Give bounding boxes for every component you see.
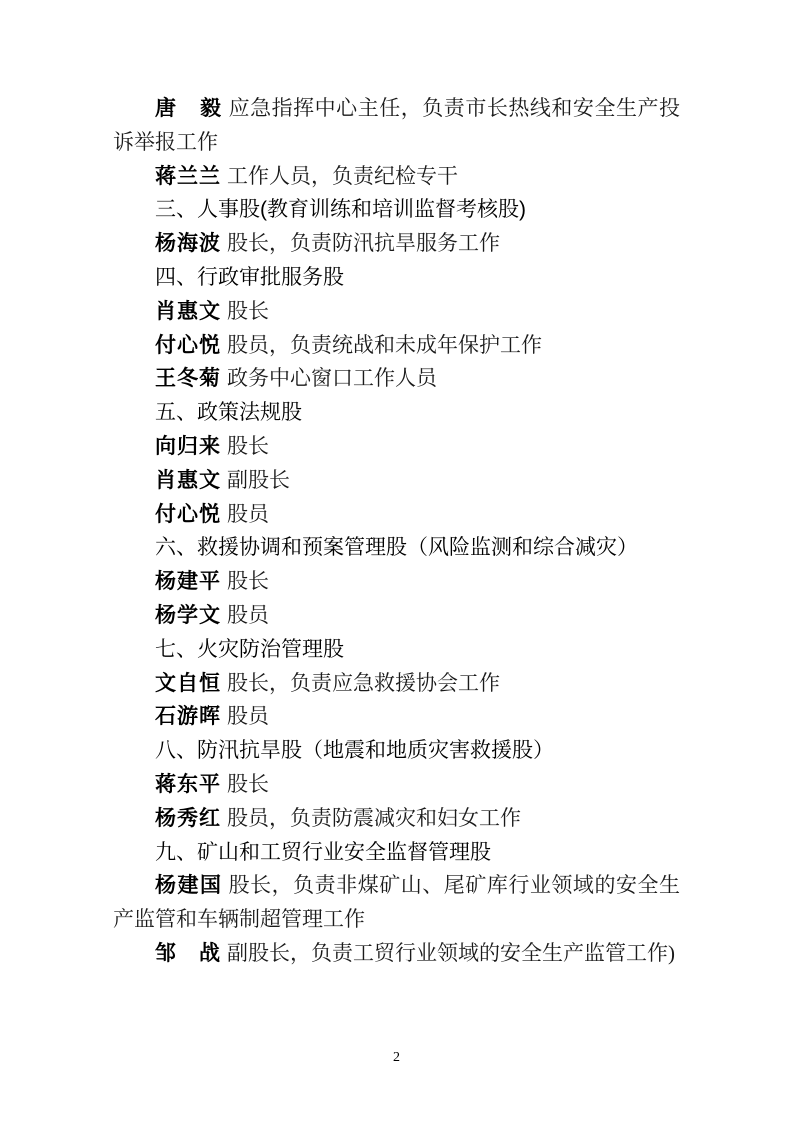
person-role: 副股长	[227, 467, 290, 492]
person-role: 工作人员，负责纪检专干	[227, 163, 458, 188]
personnel-entry	[113, 937, 680, 971]
personnel-entry	[113, 700, 680, 734]
person-name: 蒋兰兰	[155, 163, 221, 188]
person-name: 杨海波	[155, 231, 221, 256]
personnel-entry	[113, 768, 680, 802]
person-role: 股长，负责防汛抗旱服务工作	[227, 231, 500, 256]
person-role: 应急指挥中心主任，负责市长热线和安全生产投诉举报工作	[113, 96, 681, 154]
person-name: 文自恒	[155, 670, 221, 695]
person-name: 王冬菊	[155, 366, 221, 391]
person-role: 股长，负责非煤矿山、尾矿库行业领域的安全生产监管和车辆制超管理工作	[113, 873, 681, 932]
personnel-entry	[113, 498, 680, 532]
section-heading: 八、防汛抗旱股（地震和地质灾害救援股）	[155, 739, 554, 763]
section-heading: 四、行政审批服务股	[155, 265, 344, 289]
person-name: 杨建国	[155, 873, 223, 898]
personnel-entry	[113, 362, 680, 396]
section-heading: 六、救援协调和预案管理股（风险监测和综合减灾）	[155, 536, 638, 560]
person-role: 股员	[227, 501, 269, 526]
person-name: 杨秀红	[155, 805, 221, 830]
person-name: 付心悦	[155, 501, 221, 526]
section-heading: 九、矿山和工贸行业安全监督管理股	[155, 840, 491, 864]
person-role: 政务中心窗口工作人员	[227, 366, 437, 391]
person-name: 杨学文	[155, 602, 221, 627]
personnel-entry	[113, 329, 680, 363]
person-name: 邹 战	[155, 940, 221, 965]
person-role: 股员	[227, 704, 269, 729]
person-name: 付心悦	[155, 332, 221, 357]
page-number: 2	[393, 1050, 400, 1065]
section-heading: 五、政策法规股	[155, 401, 302, 425]
personnel-entry	[113, 802, 680, 836]
section-heading: 三、人事股(教育训练和培训监督考核股)	[155, 198, 526, 222]
page-footer	[0, 1048, 793, 1066]
person-role: 股员	[227, 602, 269, 627]
personnel-entry	[113, 295, 680, 329]
personnel-entry	[113, 92, 680, 160]
person-role: 股长	[227, 433, 269, 458]
personnel-entry	[113, 160, 680, 194]
person-role: 副股长，负责工贸行业领域的安全生产监管工作)	[227, 940, 675, 965]
person-role: 股长，负责应急救援协会工作	[227, 670, 500, 695]
person-role: 股长	[227, 569, 269, 594]
person-name: 石游晖	[155, 704, 221, 729]
person-name: 杨建平	[155, 569, 221, 594]
person-role: 股长	[227, 298, 269, 323]
person-name: 肖惠文	[155, 467, 221, 492]
person-role: 股员，负责统战和未成年保护工作	[227, 332, 542, 357]
personnel-entry	[113, 599, 680, 633]
person-name: 肖惠文	[155, 298, 221, 323]
document-body	[113, 92, 680, 971]
person-role: 股员，负责防震减灾和妇女工作	[227, 805, 521, 830]
person-name: 向归来	[155, 433, 221, 458]
personnel-entry	[113, 869, 680, 937]
personnel-entry	[113, 667, 680, 701]
person-name: 唐 毅	[155, 96, 223, 120]
personnel-entry	[113, 227, 680, 261]
person-name: 蒋东平	[155, 771, 221, 796]
personnel-entry	[113, 565, 680, 599]
person-role: 股长	[227, 771, 269, 796]
personnel-entry	[113, 430, 680, 464]
personnel-entry	[113, 464, 680, 498]
section-heading: 七、火灾防治管理股	[155, 637, 344, 661]
